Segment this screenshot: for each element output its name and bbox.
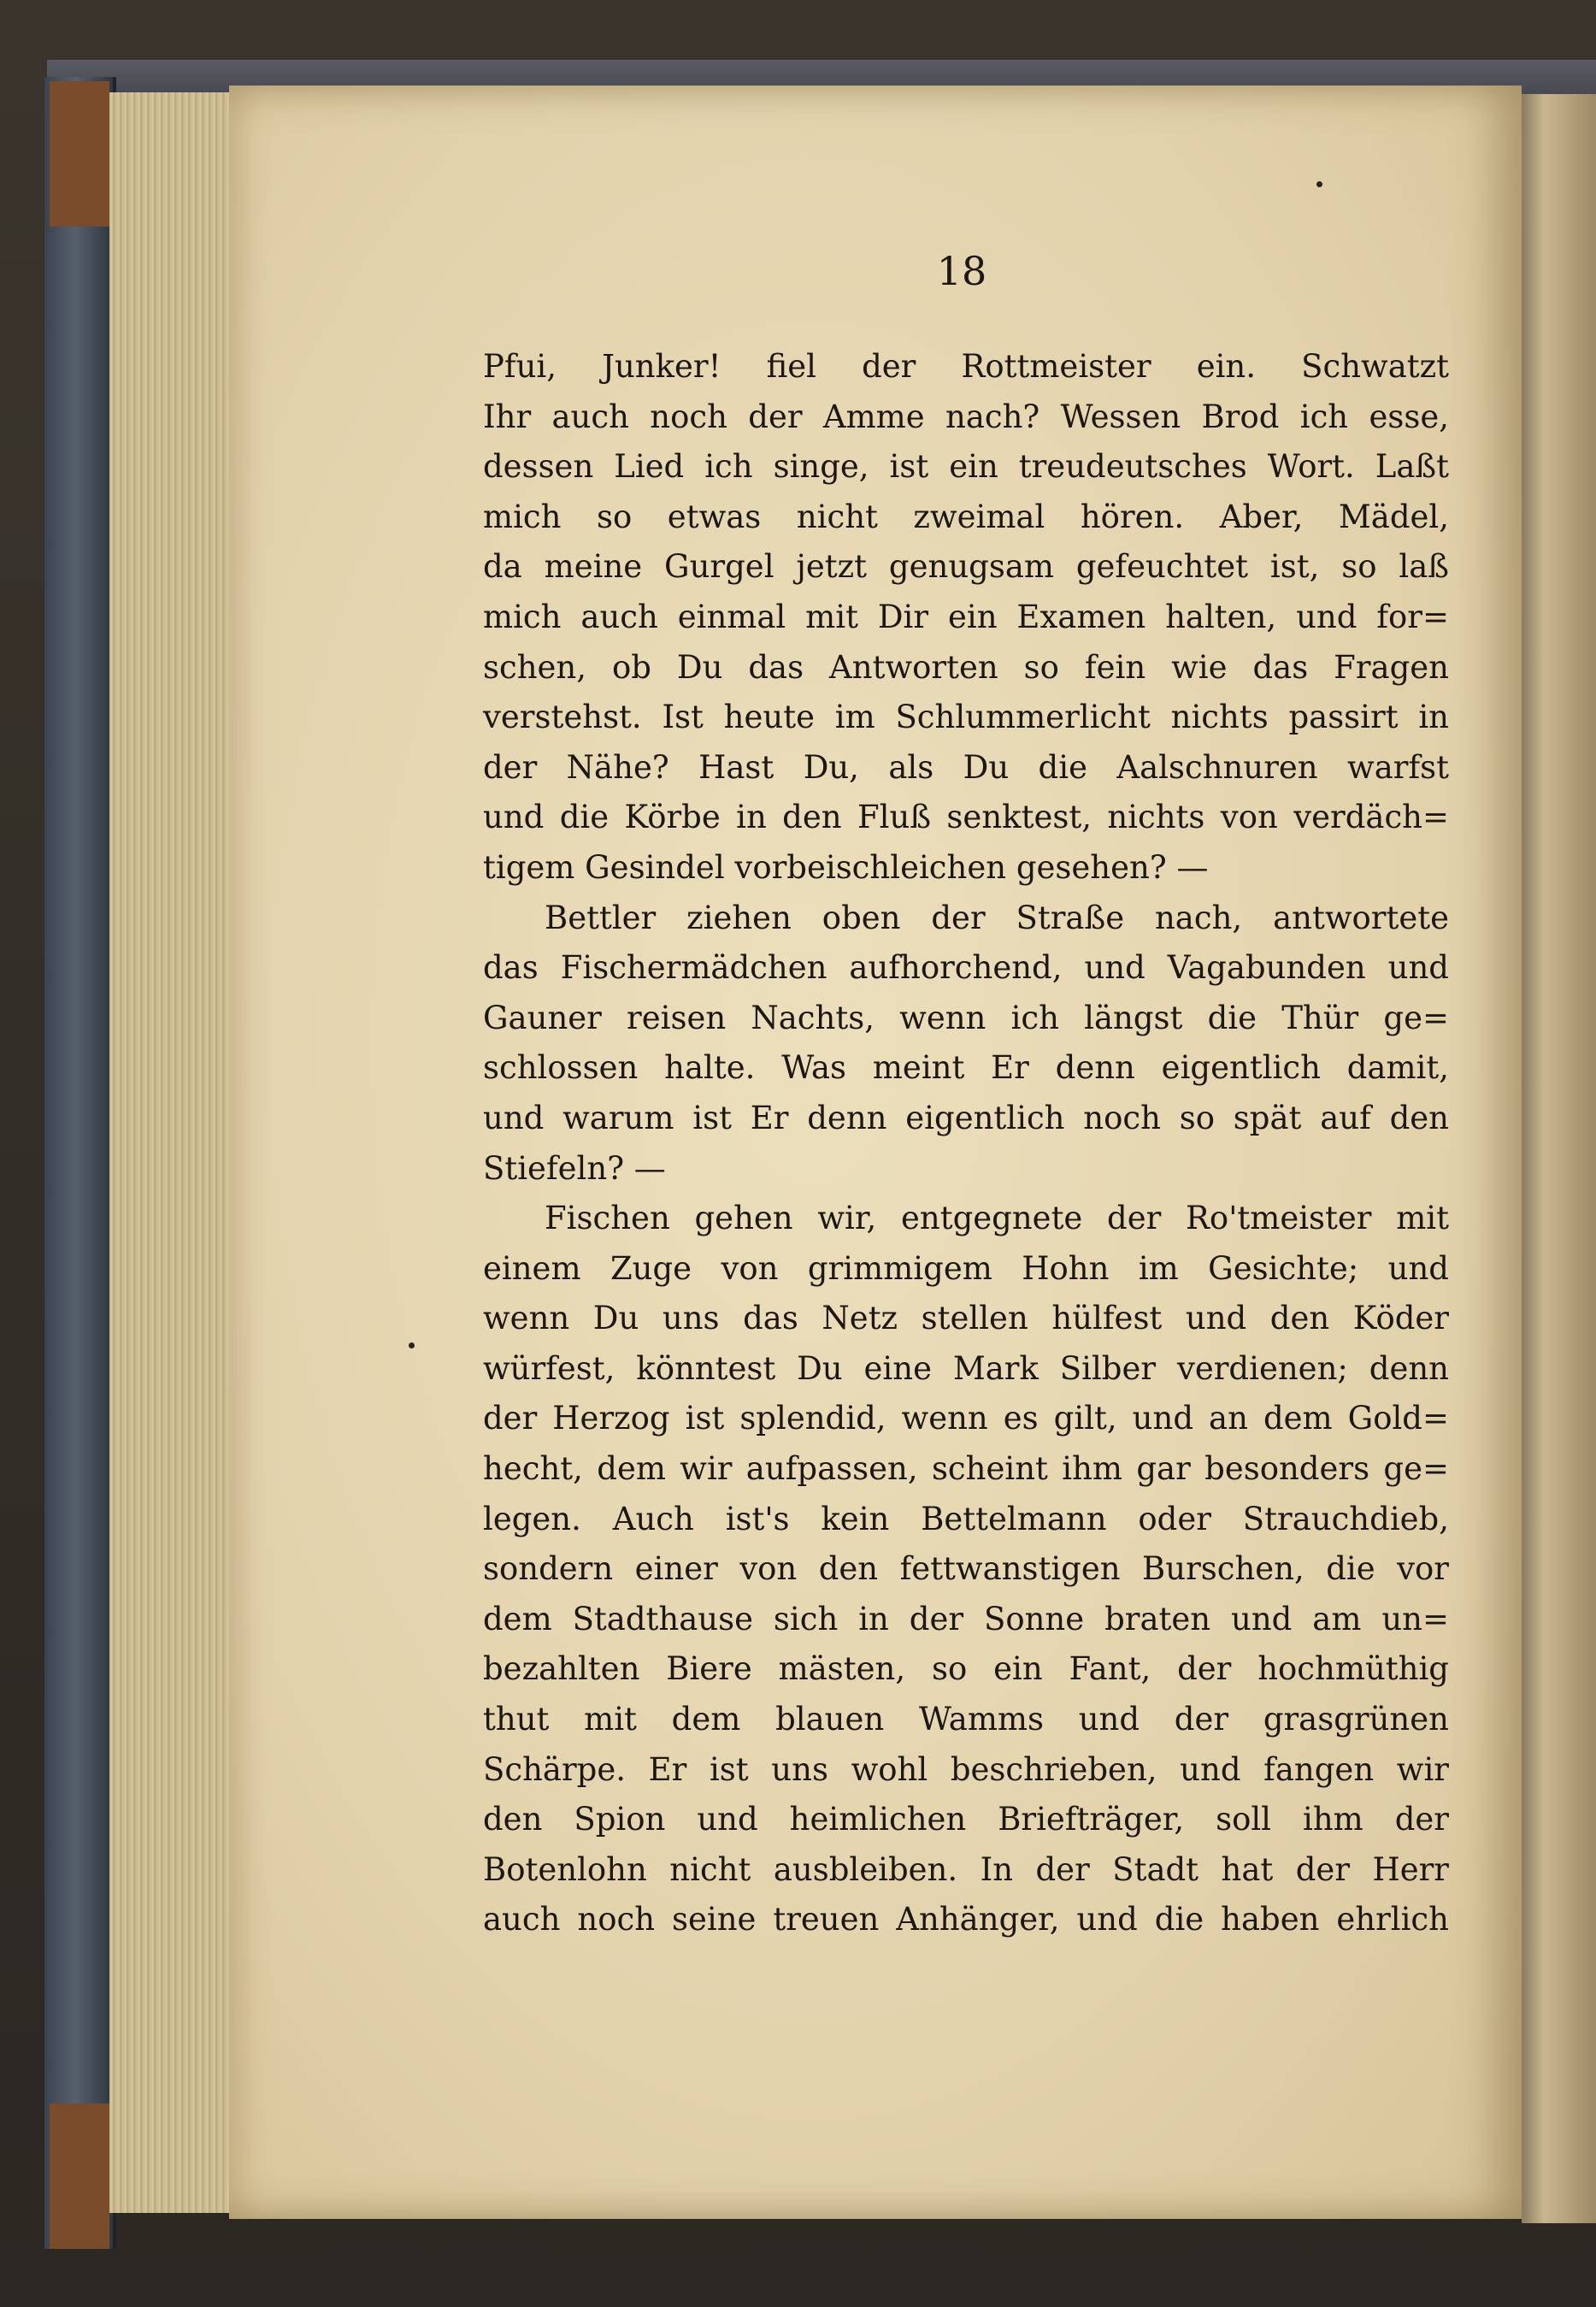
- text-line: der Nähe? Hast Du, als Du die Aalschnuren warfst: [483, 748, 1449, 786]
- leather-corner-bottom: [50, 2103, 109, 2249]
- text-line: und warum ist Er denn eigentlich noch so spät auf den: [483, 1099, 1449, 1136]
- text-line: hecht, dem wir aufpassen, scheint ihm gar besonders ge=: [483, 1450, 1449, 1488]
- text-line: der Herzog ist splendid, wenn es gilt, und an dem Gold=: [483, 1400, 1449, 1437]
- text-line: wenn Du uns das Netz stellen hülfest und den Köder: [483, 1300, 1449, 1337]
- text-line: Stiefeln? —: [483, 1149, 666, 1187]
- text-line: verstehst. Ist heute im Schlummerlicht nichts passirt in: [483, 699, 1449, 736]
- book-gutter: [1522, 94, 1596, 2223]
- text-line: tigem Gesindel vorbeischleichen gesehen? —: [483, 848, 1209, 886]
- page-stack-edges: [109, 92, 246, 2213]
- text-line: dessen Lied ich singe, ist ein treudeutsches Wort. Laßt: [483, 448, 1449, 486]
- text-line: einem Zuge von grimmigem Hohn im Gesichte; und: [483, 1249, 1449, 1287]
- leather-corner-top: [50, 81, 109, 227]
- book-cover-left-edge: [44, 77, 116, 2249]
- text-line: thut mit dem blauen Wamms und der grasgrünen: [483, 1701, 1449, 1738]
- text-line: legen. Auch ist's kein Bettelmann oder Strauchdieb,: [483, 1500, 1449, 1537]
- body-text: [483, 342, 1449, 1945]
- text-line: mich so etwas nicht zweimal hören. Aber, Mädel,: [483, 498, 1449, 535]
- text-line: Botenlohn nicht ausbleiben. In der Stadt hat der Herr: [483, 1850, 1449, 1888]
- text-line: Fischen gehen wir, entgegnete der Ro'tmeister mit: [545, 1200, 1449, 1237]
- paper-speck: [1316, 181, 1322, 187]
- text-line: Bettler ziehen oben der Straße nach, antwortete: [545, 899, 1449, 936]
- text-line: schlossen halte. Was meint Er denn eigentlich damit,: [483, 1049, 1449, 1087]
- text-line: und die Körbe in den Fluß senktest, nichts von verdäch=: [483, 799, 1449, 836]
- text-line: würfest, könntest Du eine Mark Silber verdienen; denn: [483, 1349, 1449, 1387]
- text-line: den Spion und heimlichen Briefträger, soll ihm der: [483, 1801, 1449, 1838]
- text-line: Pfui, Junker! fiel der Rottmeister ein. Schwatzt: [483, 348, 1449, 385]
- text-line: auch noch seine treuen Anhänger, und die haben ehrlich: [483, 1901, 1449, 1938]
- text-line: Gauner reisen Nachts, wenn ich längst die Thür ge=: [483, 999, 1449, 1036]
- text-line: sondern einer von den fettwanstigen Burschen, die vor: [483, 1550, 1449, 1588]
- text-line: Ihr auch noch der Amme nach? Wessen Brod ich esse,: [483, 398, 1449, 435]
- paper-speck: [409, 1342, 415, 1348]
- page-number: 18: [936, 248, 987, 294]
- text-line: das Fischermädchen aufhorchend, und Vagabunden und: [483, 949, 1449, 987]
- text-line: dem Stadthause sich in der Sonne braten und am un=: [483, 1600, 1449, 1637]
- text-line: bezahlten Biere mästen, so ein Fant, der hochmüthig: [483, 1650, 1449, 1688]
- text-line: da meine Gurgel jetzt genugsam gefeuchtet ist, so laß: [483, 548, 1449, 586]
- text-line: mich auch einmal mit Dir ein Examen halten, und for=: [483, 598, 1449, 635]
- text-line: Schärpe. Er ist uns wohl beschrieben, und fangen wir: [483, 1750, 1449, 1788]
- text-line: schen, ob Du das Antworten so fein wie das Fragen: [483, 648, 1449, 686]
